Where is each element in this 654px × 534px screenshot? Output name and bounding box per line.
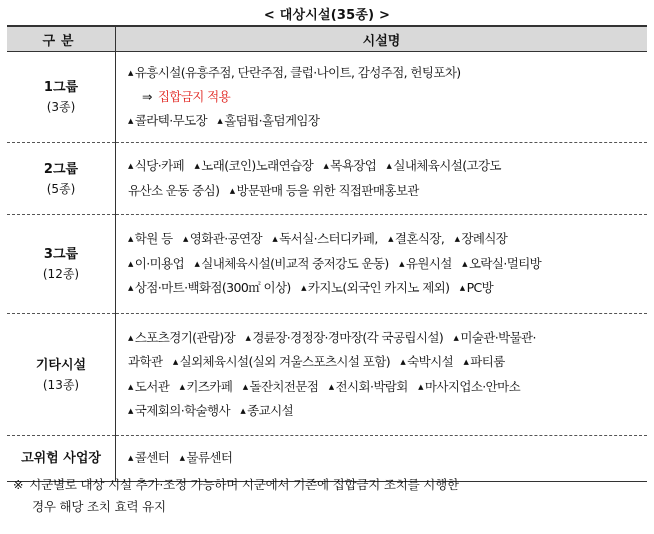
bullet-icon: ▲ bbox=[194, 259, 200, 268]
facility-item: ▲ 이·미용업 bbox=[128, 255, 185, 271]
bullet-icon: ▲ bbox=[386, 162, 392, 170]
facility-line bbox=[128, 446, 641, 471]
group-name: 2그룹 bbox=[43, 161, 79, 177]
facility-item: ▲ 홀덤펍·홀덤게임장 bbox=[217, 112, 320, 128]
bullet-icon: ▲ bbox=[128, 68, 133, 77]
footnote-text: 시군별로 대상 시설 추가·조정 가능하며 시군에서 기존에 집합금지 조치를 시행한 bbox=[29, 477, 459, 492]
facility-item: ▲ 상점·마트·백화점(300㎡ 이상) bbox=[128, 280, 291, 296]
bullet-icon: ▲ bbox=[388, 235, 393, 244]
group-row-3 bbox=[7, 215, 647, 314]
facility-item: ▲ 콜라텍·무도장 bbox=[128, 112, 208, 128]
bullet-icon: ▲ bbox=[462, 259, 467, 268]
bullet-icon: ▲ bbox=[242, 382, 248, 391]
facility-cell bbox=[116, 52, 648, 143]
facility-item: ▲ 목욕장업 bbox=[323, 158, 377, 173]
bullet-icon: ▲ bbox=[179, 382, 185, 391]
facility-item: ▲ 카지노(외국인 카지노 제외) bbox=[301, 280, 450, 296]
facility-item: ▲ 결혼식장, bbox=[388, 231, 445, 247]
bullet-icon: ▲ bbox=[229, 186, 235, 195]
bullet-icon: ▲ bbox=[128, 454, 133, 463]
bullet-icon: ▲ bbox=[128, 235, 133, 244]
facility-item: ▲ 콜센터 bbox=[128, 450, 170, 466]
facility-cell bbox=[116, 143, 648, 215]
group-cell bbox=[7, 314, 116, 436]
facility-item: ▲ 경륜장·경정장·경마장(각 국공립시설) bbox=[245, 329, 444, 345]
ban-notice: 집합금지 적용 bbox=[157, 89, 231, 105]
facility-item: ▲ 마사지업소·안마소 bbox=[418, 378, 521, 394]
facility-item: ▲ 노래(코인)노래연습장 bbox=[194, 158, 314, 173]
bullet-icon: ▲ bbox=[459, 284, 465, 293]
facility-item: ▲ 전시회·박람회 bbox=[328, 378, 408, 394]
facility-item: 과학관 bbox=[128, 354, 163, 369]
facility-cell bbox=[116, 215, 648, 314]
facility-item: ▲ 국제회의·학술행사 bbox=[128, 403, 230, 418]
bullet-icon: ▲ bbox=[128, 284, 133, 293]
facility-table bbox=[7, 25, 647, 482]
bullet-icon: ▲ bbox=[272, 235, 278, 244]
group-count: (12종) bbox=[42, 267, 80, 281]
bullet-icon: ▲ bbox=[128, 407, 133, 415]
facility-item: ▲ 실내체육시설(비교적 중저강도 운동) bbox=[194, 255, 389, 271]
footnote bbox=[13, 474, 647, 518]
bullet-icon: ▲ bbox=[400, 358, 406, 366]
facility-item: ▲ 실외체육시설(실외 겨울스포츠시설 포함) bbox=[172, 354, 390, 369]
group-row-2 bbox=[7, 143, 647, 215]
group-row-4 bbox=[7, 314, 647, 436]
group-cell bbox=[7, 52, 116, 143]
facility-line bbox=[128, 375, 641, 400]
bullet-icon: ▲ bbox=[301, 284, 306, 293]
facility-line bbox=[128, 399, 641, 424]
facility-item: ▲ 물류센터 bbox=[179, 450, 233, 466]
page-title: < 대상시설(35종) > bbox=[263, 8, 391, 23]
bullet-icon: ▲ bbox=[399, 259, 404, 268]
facility-item: ▲ 유흥시설(유흥주점, 단란주점, 클럽·나이트, 감성주점, 헌팅포차) bbox=[128, 64, 461, 80]
bullet-icon: ▲ bbox=[453, 333, 459, 342]
bullet-icon: ▲ bbox=[128, 162, 133, 170]
facility-line bbox=[128, 109, 641, 134]
bullet-icon: ▲ bbox=[182, 235, 188, 244]
facility-item: ▲ 종교시설 bbox=[240, 403, 294, 418]
bullet-icon: ▲ bbox=[128, 116, 133, 125]
header-group: 구분 bbox=[7, 26, 116, 52]
facility-line bbox=[128, 276, 641, 301]
facility-item: ▲ 숙박시설 bbox=[400, 354, 454, 369]
group-row-1 bbox=[7, 52, 647, 143]
bullet-icon: ▲ bbox=[328, 382, 334, 391]
group-count: (13종) bbox=[42, 377, 80, 392]
arrow-icon: ⇒ bbox=[142, 89, 152, 105]
facility-item: ▲ 식당·카페 bbox=[128, 158, 185, 173]
facility-item: ▲ 미술관·박물관· bbox=[453, 329, 536, 345]
facility-item: ▲ 방문판매 등을 위한 직접판매홍보관 bbox=[229, 182, 419, 198]
bullet-icon: ▲ bbox=[454, 235, 460, 244]
bullet-icon: ▲ bbox=[172, 358, 178, 366]
reference-mark-icon: ※ bbox=[13, 477, 24, 492]
bullet-icon: ▲ bbox=[245, 333, 251, 342]
bullet-icon: ▲ bbox=[323, 162, 329, 170]
facility-line bbox=[128, 154, 641, 179]
facility-line bbox=[128, 61, 641, 86]
group-name: 기타시설 bbox=[35, 357, 87, 373]
group-cell bbox=[7, 215, 116, 314]
bullet-icon: ▲ bbox=[240, 407, 246, 415]
facility-item: ▲ 실내체육시설(고강도 bbox=[386, 158, 501, 173]
bullet-icon: ▲ bbox=[128, 382, 133, 391]
header-facilities: 시설명 bbox=[116, 26, 648, 52]
bullet-icon: ▲ bbox=[128, 259, 133, 268]
group-name: 3그룹 bbox=[43, 247, 79, 262]
facility-item: 유산소 운동 중심) bbox=[128, 182, 220, 198]
table-header-row bbox=[7, 26, 647, 52]
facility-cell bbox=[116, 314, 648, 436]
group-count: (5종) bbox=[46, 181, 76, 196]
facility-item: ▲ 학원 등 bbox=[128, 231, 173, 247]
bullet-icon: ▲ bbox=[194, 162, 200, 170]
facility-item: ▲ 영화관·공연장 bbox=[182, 231, 263, 247]
bullet-icon: ▲ bbox=[128, 333, 133, 342]
bullet-icon: ▲ bbox=[217, 116, 223, 125]
bullet-icon: ▲ bbox=[418, 382, 423, 391]
footnote-line: 경우 해당 조치 효력 유지 bbox=[32, 499, 166, 514]
facility-line bbox=[128, 252, 641, 277]
facility-item: ▲ 스포츠경기(관람)장 bbox=[128, 329, 236, 345]
facility-item: ▲ 유원시설 bbox=[399, 255, 452, 271]
group-name: 1그룹 bbox=[43, 80, 79, 95]
bullet-icon: ▲ bbox=[463, 358, 469, 366]
facility-item: ▲ 장례식장 bbox=[454, 231, 508, 247]
facility-item: ▲ 돌잔치전문점 bbox=[242, 378, 319, 394]
footnote-line bbox=[13, 474, 647, 496]
note-line bbox=[128, 85, 641, 109]
group-name: 고위험 사업장 bbox=[21, 450, 101, 466]
group-cell bbox=[7, 143, 116, 215]
facility-item: ▲ 키즈카페 bbox=[179, 378, 233, 394]
facility-line bbox=[128, 227, 641, 252]
facility-item: ▲ 파티룸 bbox=[463, 354, 505, 369]
group-count: (3종) bbox=[46, 100, 76, 114]
facility-item: ▲ 도서관 bbox=[128, 378, 170, 394]
facility-line bbox=[128, 326, 641, 351]
facility-line bbox=[128, 350, 641, 375]
facility-item: ▲ 오락실·멀티방 bbox=[462, 255, 542, 271]
facility-item: ▲ 독서실·스터디카페, bbox=[272, 231, 378, 247]
facility-line bbox=[128, 179, 641, 204]
bullet-icon: ▲ bbox=[179, 454, 185, 463]
facility-item: ▲ PC방 bbox=[459, 280, 494, 296]
